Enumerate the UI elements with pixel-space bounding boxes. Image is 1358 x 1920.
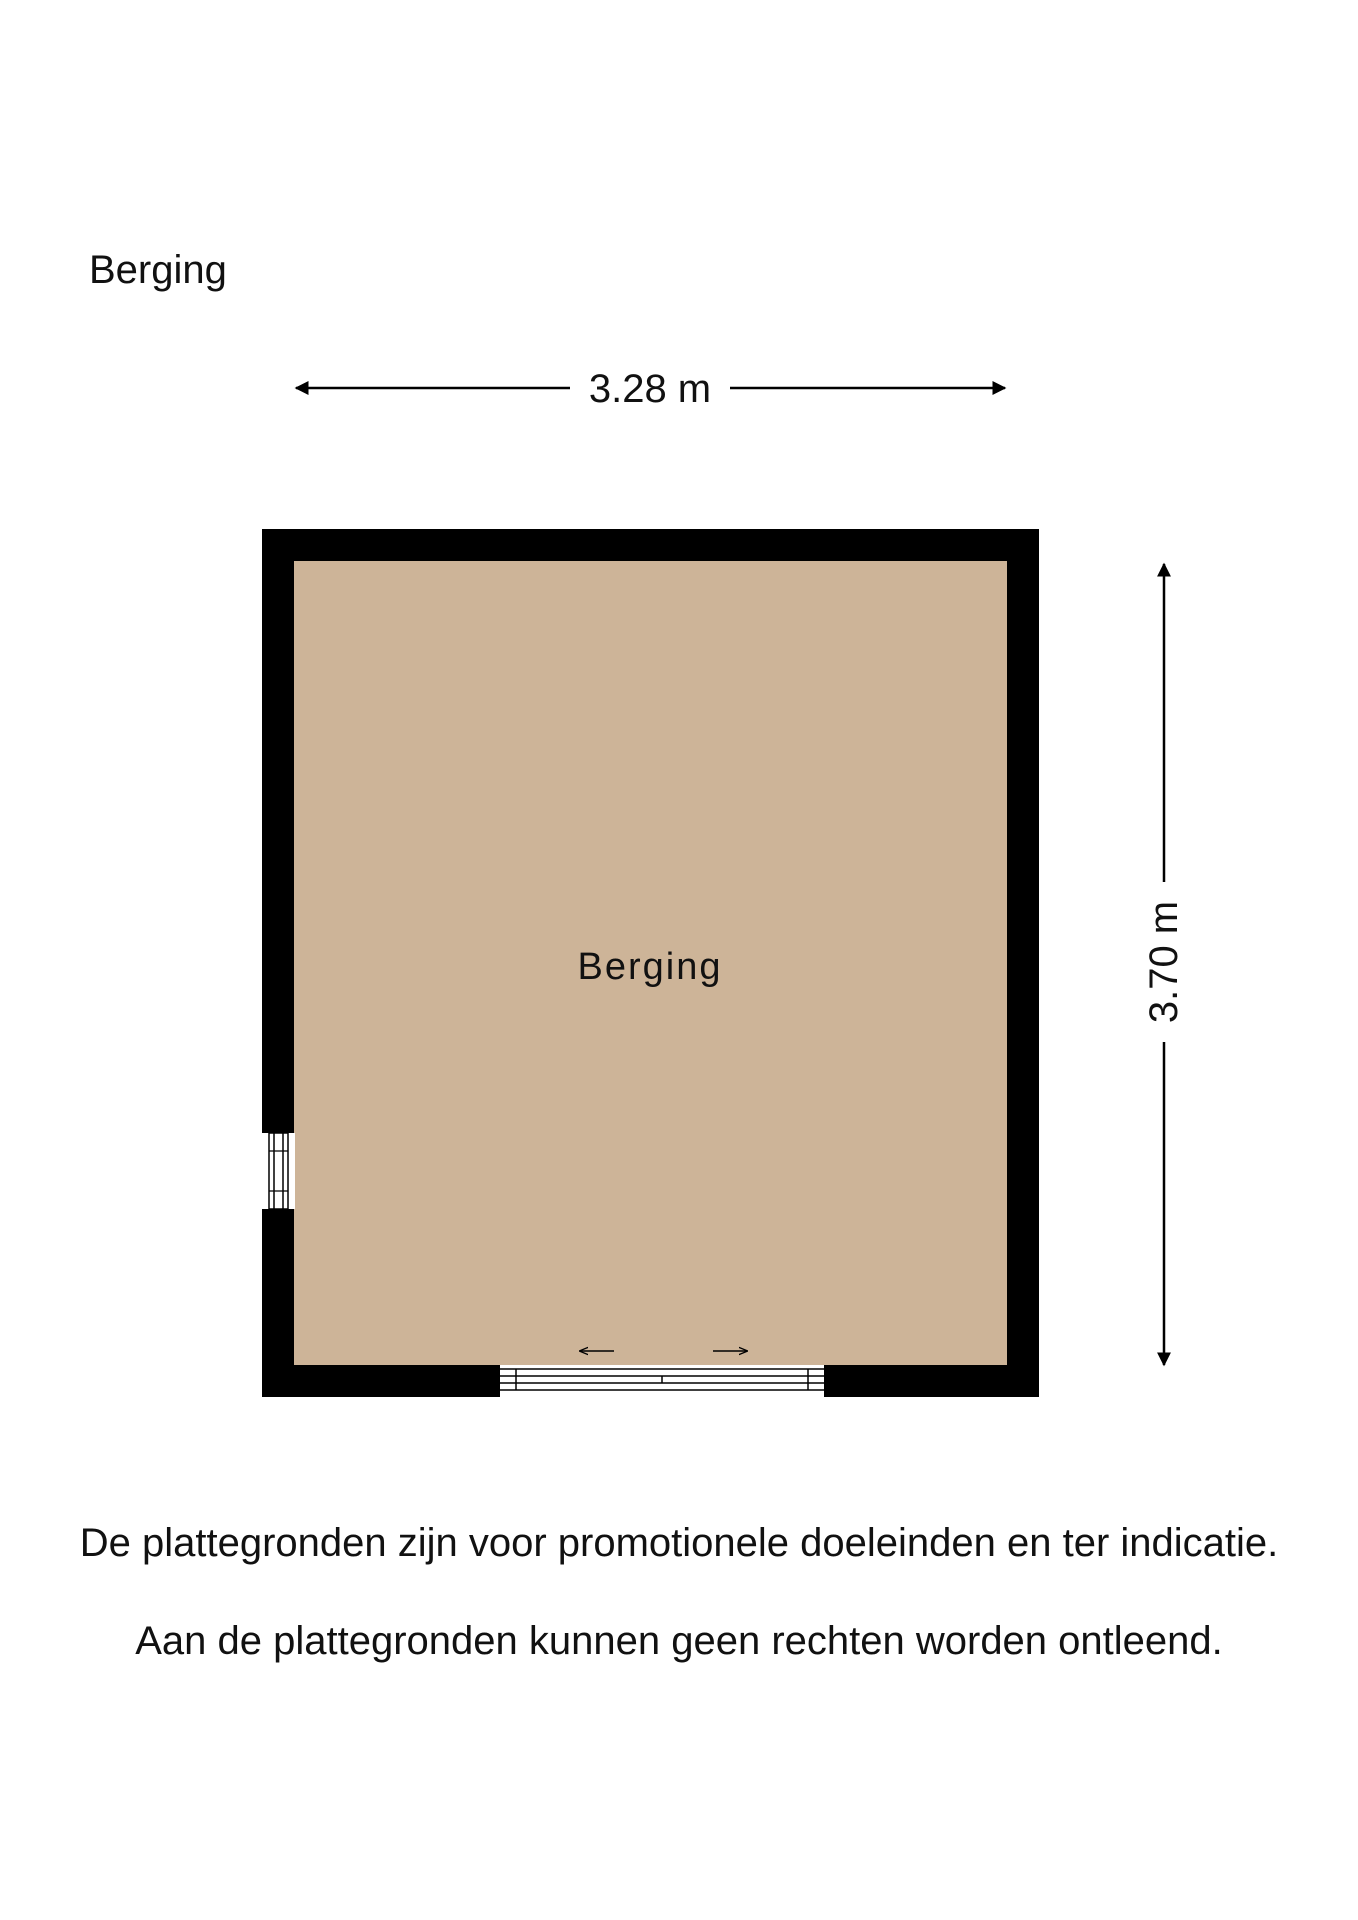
width-dimension-label: 3.28 m bbox=[588, 367, 712, 411]
depth-dimension bbox=[1142, 564, 1186, 1365]
disclaimer-line-2: Aan de plattegronden kunnen geen rechten worden ontleend. bbox=[135, 1619, 1223, 1663]
page-title: Berging bbox=[89, 248, 227, 292]
disclaimer-line-1: De plattegronden zijn voor promotionele doeleinden en ter indicatie. bbox=[79, 1521, 1279, 1565]
sliding-door bbox=[499, 1365, 825, 1397]
depth-dimension-label: 3.70 m bbox=[1142, 900, 1186, 1024]
room-label: Berging bbox=[577, 946, 723, 988]
width-dimension bbox=[296, 367, 1005, 411]
left-window bbox=[262, 1133, 295, 1209]
